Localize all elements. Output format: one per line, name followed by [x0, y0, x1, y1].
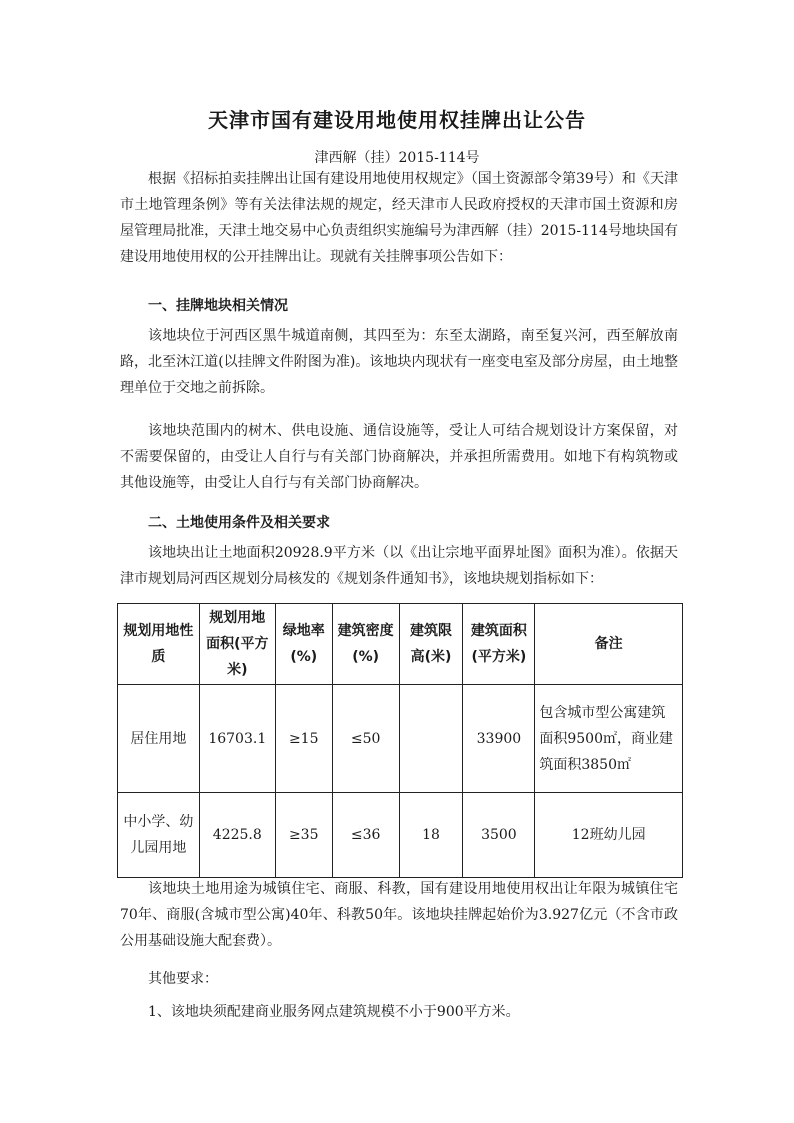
header-height-limit: 建筑限高(米) [399, 604, 463, 685]
cell-remarks [535, 685, 683, 793]
cell-land-area: 16703.1 [199, 685, 275, 793]
header-land-use: 规划用地性质 [118, 604, 200, 685]
table-header-row [118, 604, 683, 685]
cell-floor-area: 33900 [463, 685, 535, 793]
unit-sqm: ㎡ [617, 756, 631, 773]
cell-land-use: 居住用地 [118, 685, 200, 793]
other-requirements-label: 其他要求： [148, 971, 218, 987]
remark-text-2: ，商业建筑面积 [539, 730, 673, 773]
section2-paragraph1: 该地块出让土地面积20928.9平方米（以《出让宗地平面界址图》面积为准）。依据天津市规划局河西区规划分局核发的《规划条件通知书》，该地块规划指标如下： [120, 545, 678, 587]
header-green-ratio: 绿地率(%) [275, 604, 332, 685]
cell-floor-area: 3500 [463, 793, 535, 878]
section1-heading: 一、挂牌地块相关情况 [148, 298, 288, 314]
requirement-item-1: 1、该地块须配建商业服务网点建筑规模不小于900平方米。 [148, 1004, 520, 1020]
land-use-paragraph: 该地块土地用途为城镇住宅、商服、科教，国有建设用地使用权出让年限为城镇住宅70年、商服(含城市型公寓)40年、科教50年。该地块挂牌起始价为3.927亿元（不含市政公用基础设施大配套费）。 [120, 881, 678, 949]
planning-indicator-table [117, 603, 683, 878]
header-building-density: 建筑密度(%) [332, 604, 399, 685]
table-row [118, 793, 683, 878]
announcement-title: 天津市国有建设用地使用权挂牌出让公告 [208, 108, 586, 132]
cell-height-limit [399, 685, 463, 793]
unit-sqm: ㎡ [603, 730, 617, 747]
section2-heading: 二、土地使用条件及相关要求 [148, 515, 330, 531]
section1-paragraph2: 该地块范围内的树木、供电设施、通信设施等，受让人可结合规划设计方案保留，对不需要保留的，由受让人自行与有关部门协商解决，并承担所需费用。如地下有构筑物或其他设施等，由受让人自行与有关部门协商解决。 [120, 423, 678, 491]
header-floor-area: 建筑面积(平方米) [463, 604, 535, 685]
cell-height-limit: 18 [399, 793, 463, 878]
cell-land-area: 4225.8 [199, 793, 275, 878]
intro-paragraph: 根据《招标拍卖挂牌出让国有建设用地使用权规定》（国土资源部令第39号）和《天津市土地管理条例》等有关法律法规的规定，经天津市人民政府授权的天津市国土资源和房屋管理局批准，天津土地交易中心负责组织实施编号为津西解（挂）2015-114号地块国有建设用地使用权的公开挂牌出让。现就有关挂牌事项公告如下： [120, 171, 678, 265]
table-row [118, 685, 683, 793]
cell-building-density: ≤50 [332, 685, 399, 793]
document-number: 津西解（挂）2015-114号 [314, 150, 480, 166]
cell-green-ratio: ≥15 [275, 685, 332, 793]
cell-land-use: 中小学、幼儿园用地 [118, 793, 200, 878]
section1-paragraph1: 该地块位于河西区黑牛城道南侧，其四至为：东至太湖路，南至复兴河，西至解放南路，北至沐江道(以挂牌文件附图为准)。该地块内现状有一座变电室及部分房屋，由土地整理单位于交地之前拆除。 [120, 328, 678, 396]
remark-text-1: 包含城市型公寓建筑面积9500 [539, 704, 666, 747]
header-land-area: 规划用地面积(平方米) [199, 604, 275, 685]
cell-green-ratio: ≥35 [275, 793, 332, 878]
header-remarks: 备注 [535, 604, 683, 685]
cell-remarks: 12班幼儿园 [535, 793, 683, 878]
remark-text-3: 3850 [581, 756, 617, 773]
cell-building-density: ≤36 [332, 793, 399, 878]
